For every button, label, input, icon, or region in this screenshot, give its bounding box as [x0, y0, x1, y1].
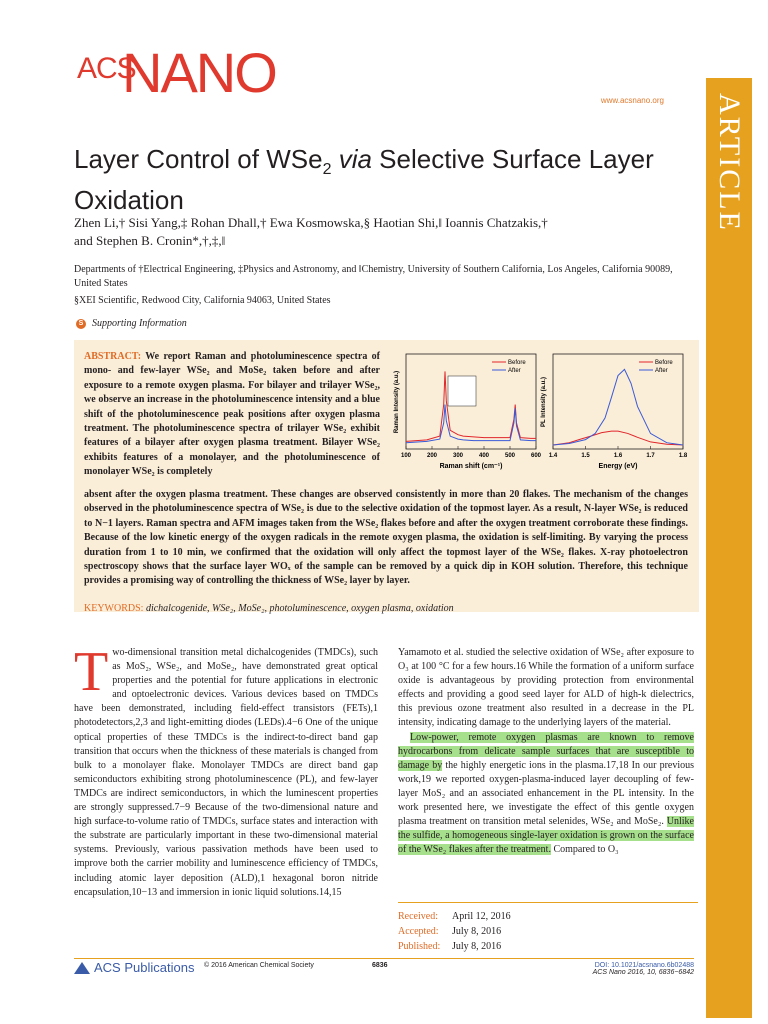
abstract-part-1: ABSTRACT: We report Raman and photoluminescence spectra of mono- and few-layer WSe₂ and MoSe₂ taken before and after exposure to a remote oxygen plasma. For bilayer and trilayer WSe₂, we observe an increase in the photoluminescence intensity and a blue shift of the photoluminescence peak positions after oxygen plasma treatment. The photoluminescence spectra of trilayer WSe₂ exhibit features of a bilayer after oxygen plasma treatment. Bilayer WSe₂ exhibits features of a monolayer, and the photoluminescence of monolayer WSe₂ is completely: [84, 351, 380, 478]
pl-chart: [541, 354, 688, 470]
footer-doi-block: [593, 962, 694, 976]
journal-logo-acs: ACS: [77, 52, 136, 85]
x-tick-label: 300: [452, 453, 464, 459]
citation: ACS Nano 2016, 10, 6836−6842: [592, 969, 694, 976]
raman-legend: [492, 360, 526, 374]
x-tick-label: 100: [400, 453, 412, 459]
drop-cap: T: [74, 641, 109, 703]
legend-before-label: Before: [655, 360, 673, 366]
raman-chart: [394, 354, 542, 470]
doi-link[interactable]: DOI: 10.1021/acsnano.6b02488: [594, 962, 694, 969]
supporting-information-link[interactable]: S Supporting Information: [76, 318, 187, 329]
author-line-1: Zhen Li,† Sisi Yang,‡ Rohan Dhall,† Ewa Kosmowska,§ Haotian Shi,‖ Ioannis Chatzakis,†: [74, 215, 548, 230]
supporting-info-icon: S: [76, 319, 86, 329]
raman-xlabel: Raman shift (cm⁻¹): [439, 463, 503, 470]
body-paragraph-1: Yamamoto et al. studied the selective oxidation of WSe₂ after exposure to O₃ at 100 °C for a few hours.16 While the formation of a uniform surface oxide is advantageous by providing protection from environmental effects and providing a good seed layer for ALD of high-k dielectrics, this previous ozone treatment also resulted in a decrease in the PL intensity, indicating damage to the underlying layers of the material.: [398, 647, 694, 729]
pl-xlabel: Energy (eV): [598, 463, 638, 470]
legend-after-label: After: [655, 368, 668, 374]
paper-title: Layer Control of WSe$_2$ via Selective Surface Layer Oxidation: [74, 144, 654, 216]
author-list: [74, 214, 684, 250]
affiliation-2: §XEI Scientific, Redwood City, California 94063, United States: [74, 295, 331, 306]
author-line-2: and Stephen B. Cronin*,†,‡,‖: [74, 233, 226, 248]
x-tick-label: 600: [530, 453, 542, 459]
pl-ylabel: PL Intensity (a.u.): [541, 377, 547, 427]
footer-rule: [74, 958, 694, 959]
highlighted-text-1[interactable]: Low-power, remote oxygen plasmas are known to remove hydrocarbons from delicate sample surfaces that are susceptible to damage by: [398, 731, 694, 771]
x-tick-label: 200: [426, 453, 438, 459]
keywords: KEYWORDS: dichalcogenide, WSe₂, MoSe₂, photoluminescence, oxygen plasma, oxidation: [84, 603, 454, 614]
abstract-part-2: absent after the oxygen plasma treatment. These changes are observed consistently in more than 20 flakes. The mechanism of the changes observed in the photoluminescence spectra of WSe₂ is due to the selective oxidation of the topmost layer. As a result, N-layer WSe₂ is reduced to N−1 layers. Raman spectra and AFM images taken from the WSe₂ flakes before and after the oxygen treatment corroborate these findings. Because of the low kinetic energy of the oxygen radicals in the remote oxygen plasma, the oxidation is self-limiting. By varying the process duration from 1 to 10 min, we confirmed that the oxidation will only affect the topmost layer of the WSe₂ flakes. X-ray photoelectron spectroscopy shows that the surface layer WOₓ of the sample can be removed by a quick dip in KOH solution. Therefore, this technique provides a promising way of controlling the thickness of WSe₂ layer by layer.: [84, 489, 688, 587]
x-tick-label: 1.6: [613, 453, 623, 459]
body-column-right: [398, 646, 694, 857]
x-tick-label: 400: [478, 453, 490, 459]
abstract-graphic: [388, 350, 694, 470]
series-line-after: [553, 369, 683, 445]
raman-ylabel: Raman Intensity (a.u.): [394, 370, 400, 434]
legend-before-label: Before: [508, 360, 526, 366]
body-paragraph-2: Low-power, remote oxygen plasmas are known to remove hydrocarbons from delicate sample surfaces that are susceptible to damage by the highly energetic ions in the plasma.17,18 In our previous work,19 we reported oxygen-plasma-induced layer decoupling of few-layer MoS₂ and an associated enhancement in the PL intensity. In the work presented here, we investigate the effect of this gentle oxygen plasma treatment on transition metal selenides, WSe₂ and MoSe₂. Unlike the sulfide, a homogeneous single-layer oxidation is grown on the surface of the WSe₂ flakes after the treatment. Compared to O₃: [398, 731, 695, 856]
journal-url[interactable]: www.acsnano.org: [600, 96, 664, 105]
acs-triangle-icon: [74, 962, 90, 974]
x-tick-label: 1.4: [548, 453, 558, 459]
publication-dates: Received: April 12, 2016 Accepted: July 8, 2016 Published: July 8, 2016: [398, 902, 698, 954]
pl-legend: [639, 360, 673, 374]
body-column-left: Two-dimensional transition metal dichalcogenides (TMDCs), such as MoS₂, WSe₂, and MoSe₂, have demonstrated great optical properties and the potential for future applications in electronic and optoelectronic devices. Various devices based on TMDCs have been demonstrated, including field-effect transistors (FETs),1 photodetectors,2,3 and light-emitting diodes (LEDs).4−6 One of the unique optical properties of these TMDCs is the indirect-to-direct band gap transition that occurs when the thickness of these materials is changed from bulk to a monolayer flake. Monolayer TMDCs are direct band gap semiconductors exhibiting strong photoluminescence (PL), and few-layer TMDCs are indirect semiconductors, in which the luminescent properties are strongly suppressed.7−9 Because of the two-dimensional nature and high surface-to-volume ratio of TMDCs, surface states and interaction with the substrate are particularly important in these two-dimensional material systems. Previously, various passivation methods have been used to improve both the carrier mobility and luminescence efficiency of TMDCs, including atomic layer deposition (ALD),1 hexagonal boron nitride encapsulation,10−13 and immersion in ionic liquid solutions.14,15: [74, 641, 378, 898]
page-number: 6836: [372, 962, 388, 969]
copyright: © 2016 American Chemical Society: [204, 962, 314, 969]
x-tick-label: 1.5: [581, 453, 590, 459]
raman-inset: [448, 376, 476, 406]
highlighted-text-2[interactable]: Unlike the sulfide, a homogeneous single-layer oxidation is grown on the surface of the WSe₂ flakes after the treatment.: [398, 816, 694, 856]
x-tick-label: 500: [504, 453, 516, 459]
article-side-label: ARTICLE: [713, 92, 746, 232]
legend-after-label: After: [508, 368, 521, 374]
acs-publications-logo[interactable]: ACS Publications: [74, 960, 194, 975]
x-tick-label: 1.7: [646, 453, 655, 459]
journal-logo-nano: NANO: [122, 41, 276, 104]
affiliation-1: Departments of †Electrical Engineering, ‡Physics and Astronomy, and ‖Chemistry, University of Southern California, Los Angeles, California 90089, United States: [74, 264, 673, 289]
x-tick-label: 1.8: [678, 453, 688, 459]
